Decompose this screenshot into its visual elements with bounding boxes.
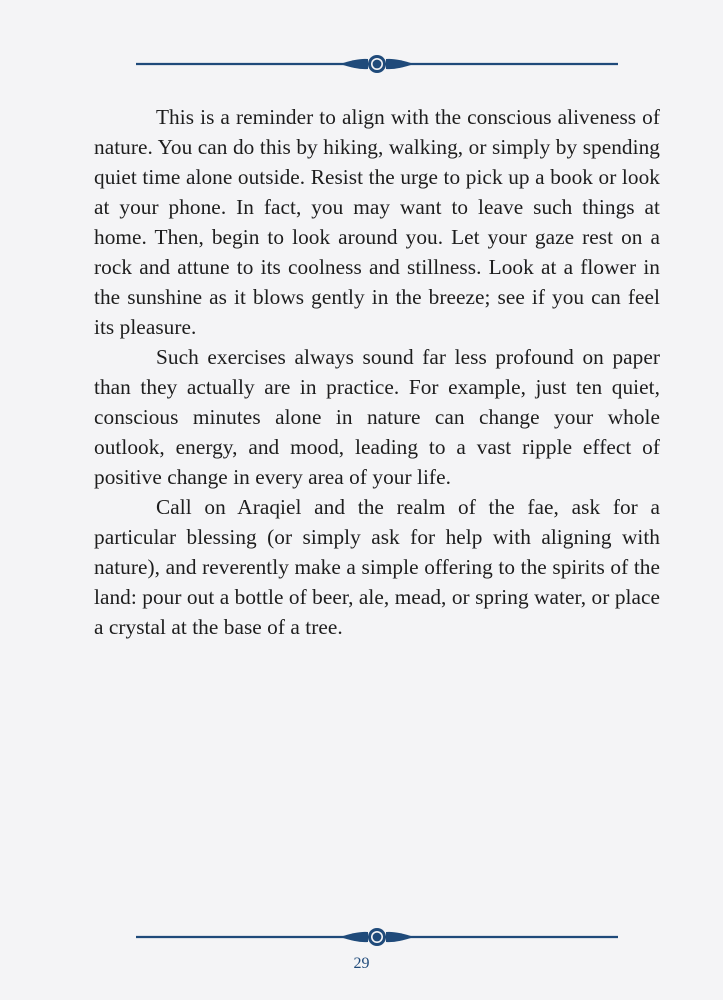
page-number: 29 [353, 955, 370, 972]
top-divider-ornament-icon [136, 54, 618, 74]
bottom-divider-ornament-icon [136, 927, 618, 947]
paragraph: This is a reminder to align with the conscious aliveness of nature. You can do this by hiking, walking, or simply by spending quiet time alone outside. Resist the urge to pick up a book or look at your phone. In fact, you may want to leave such things at home. Then, begin to look around you. Let your gaze rest on a rock and attune to its coolness and stillness. Look at a flower in the sunshine as it blows gently in the breeze; see if you can feel its pleasure. [94, 105, 660, 339]
paragraph: Such exercises always sound far less profound on paper than they actually are in practice. For example, just ten quiet, conscious minutes alone in nature can change your whole outlook, energy, and mood, leading to a vast ripple effect of positive change in every area of your life. [94, 345, 660, 489]
body-text [94, 102, 660, 642]
paragraph: Call on Araqiel and the realm of the fae, ask for a particular blessing (or simply ask for help with aligning with nature), and reverently make a simple offering to the spirits of the land: pour out a bottle of beer, ale, mead, or spring water, or place a crystal at the base of a tree. [94, 495, 660, 639]
